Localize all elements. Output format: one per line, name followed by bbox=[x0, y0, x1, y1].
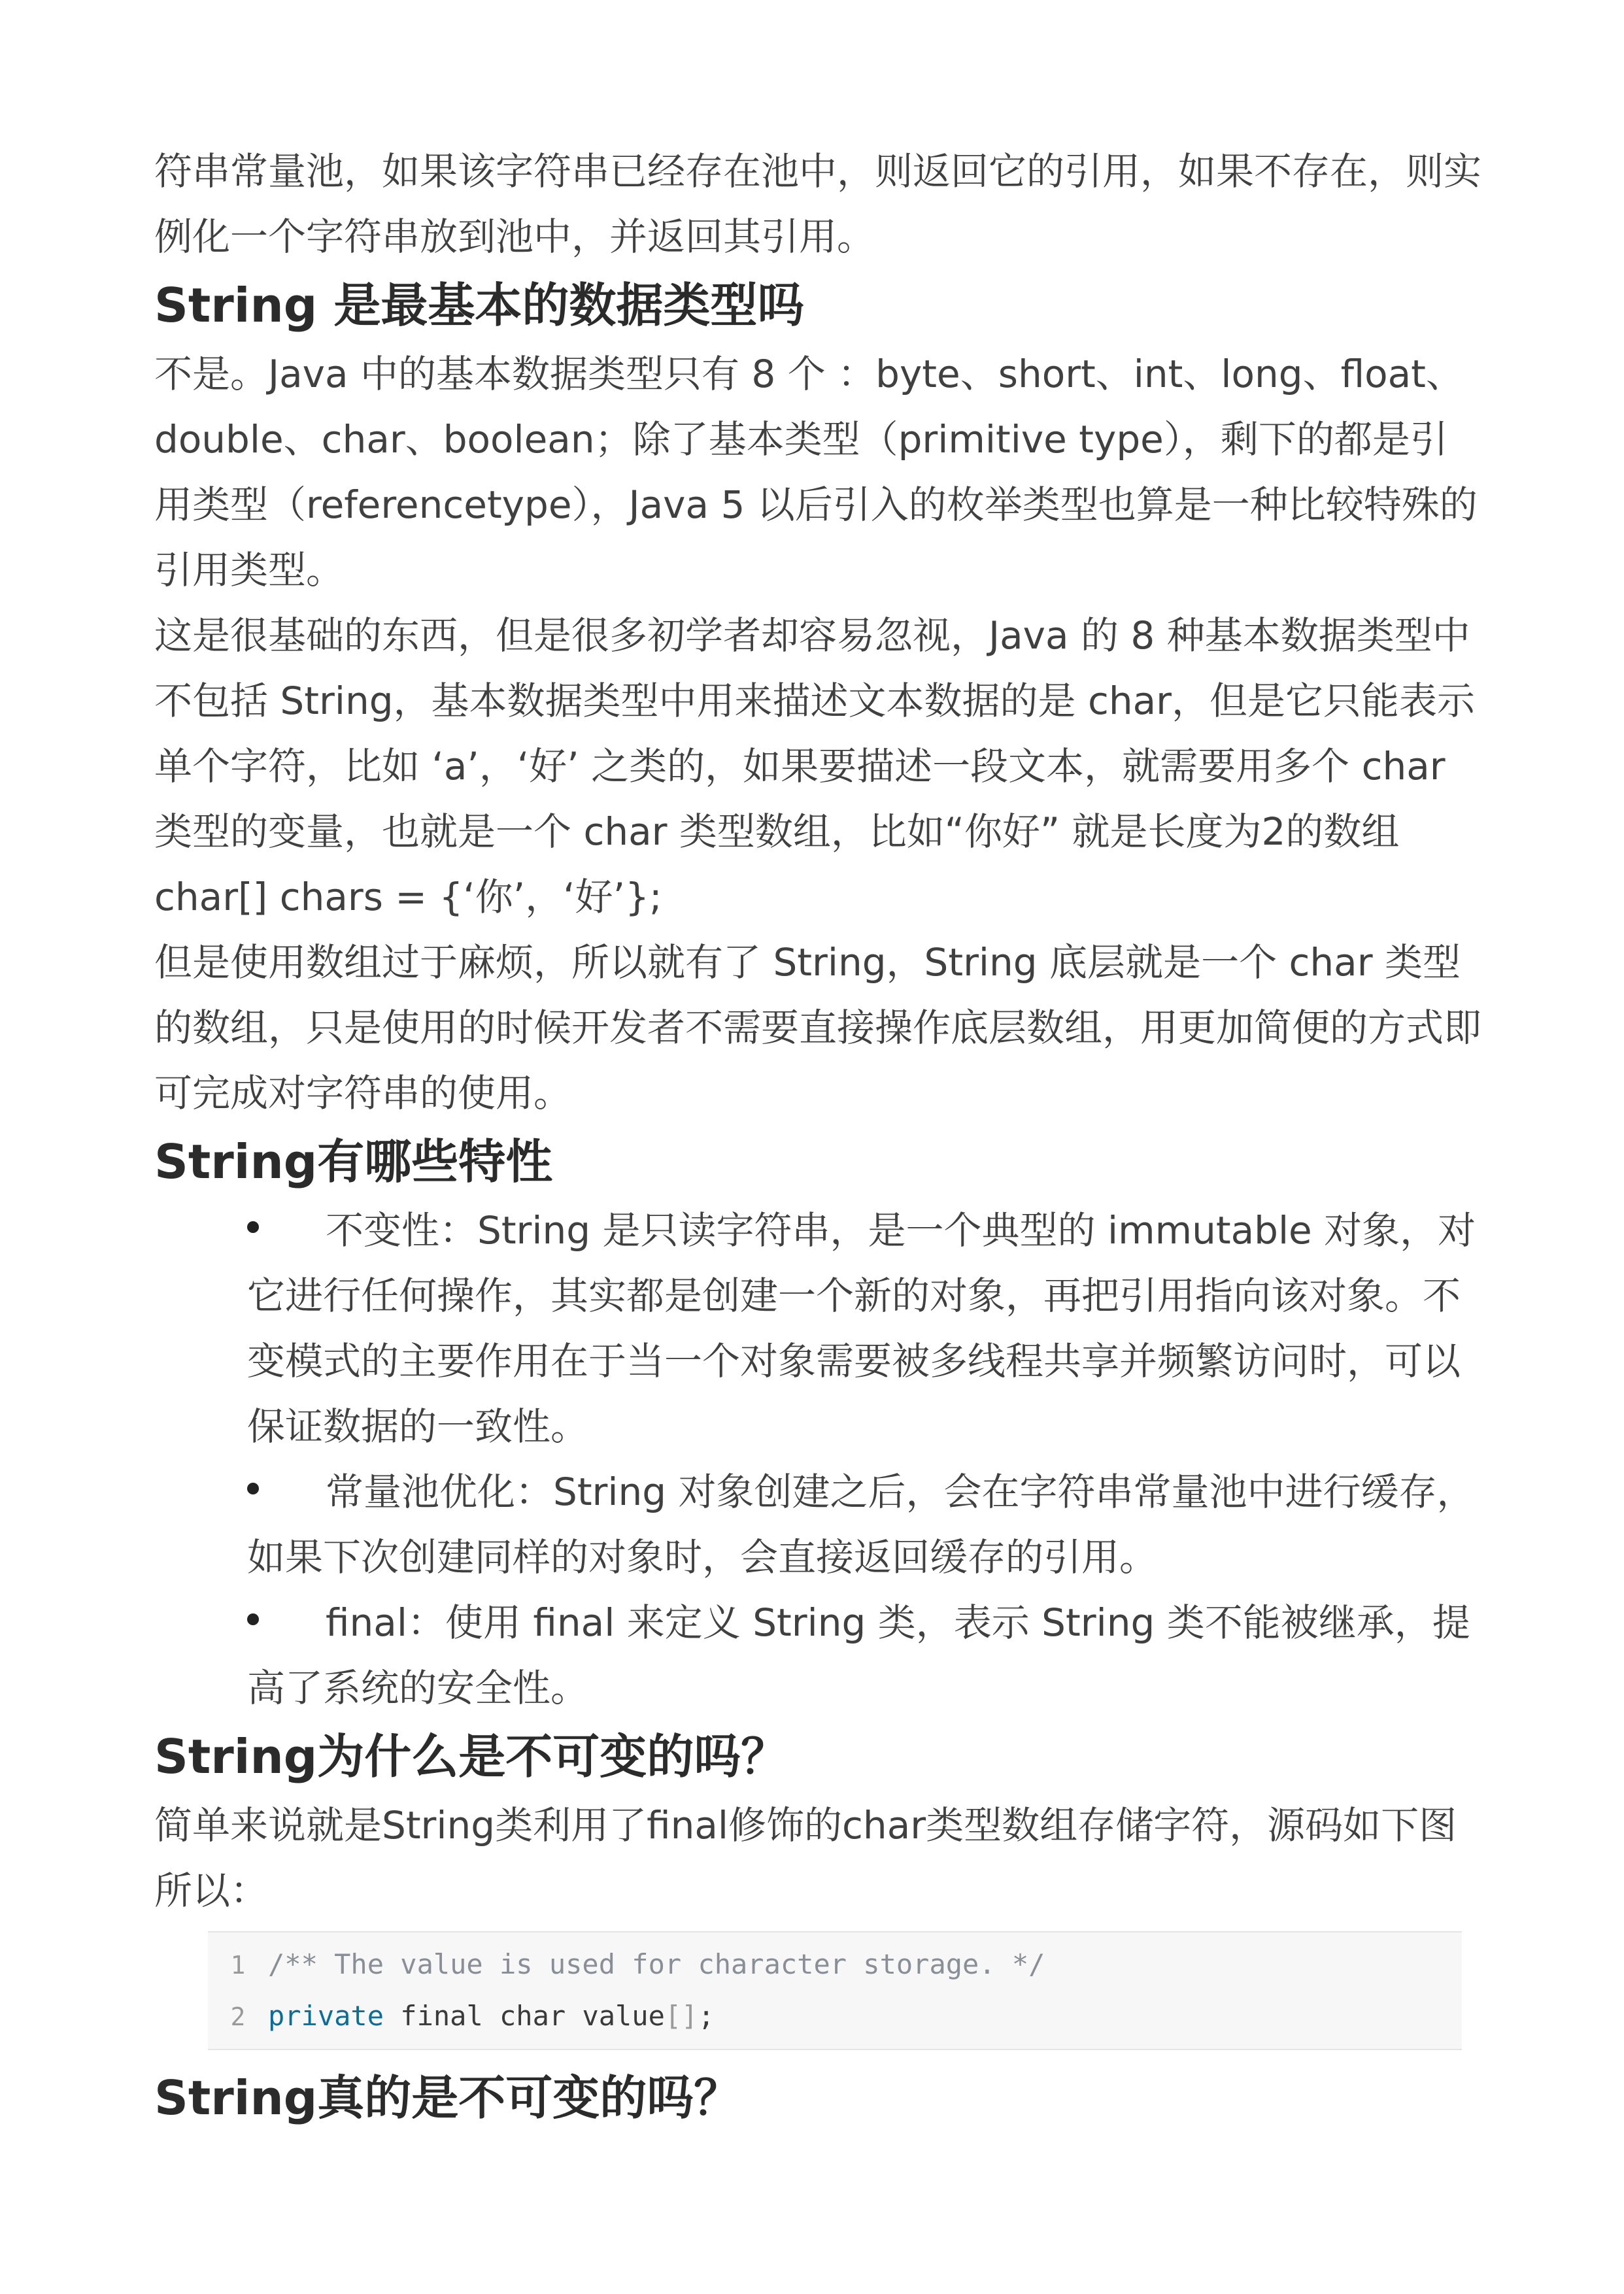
basic-type-answer: 不是。Java 中的基本数据类型只有 8 个 ：byte、short、int、long、float、double、char、boolean；除了基本类型（primitive type），剩下的都是引用类型（referencetype），Java 5 以后引入的枚举类型也算是一种比较特殊的引用类型。 bbox=[154, 352, 1478, 592]
feature-text: final：使用 final 来定义 String 类，表示 String 类不能被继承，提高了系统的安全性。 bbox=[247, 1600, 1470, 1710]
bullet-icon bbox=[247, 1221, 259, 1233]
code-line bbox=[208, 1991, 1462, 2042]
features-list bbox=[154, 1198, 1481, 1721]
basic-type-detail: 这是很基础的东西，但是很多初学者却容易忽视，Java 的 8 种基本数据类型中不包括 String，基本数据类型中用来描述文本数据的是 char，但是它只能表示单个字符，比如 ‘a’，‘好’ 之类的，如果要描述一段文本，就需要用多个 char 类型的变量，也就是一个 char 类型数组，比如“你好” 就是长度为2的数组 char[] chars = {‘你’，‘好’}; bbox=[154, 613, 1476, 919]
code-text: final char value bbox=[384, 2000, 665, 2032]
document-content bbox=[154, 139, 1481, 2134]
code-keyword: private bbox=[268, 2000, 384, 2032]
feature-text: 常量池优化：String 对象创建之后，会在字符串常量池中进行缓存，如果下次创建同样的对象时，会直接返回缓存的引用。 bbox=[247, 1470, 1475, 1579]
heading-why-immutable: String为什么是不可变的吗？ bbox=[154, 1729, 788, 1784]
code-line bbox=[208, 1939, 1462, 1991]
code-semicolon: ; bbox=[698, 2000, 715, 2032]
heading-features: String有哪些特性 bbox=[154, 1134, 553, 1189]
code-block bbox=[208, 1931, 1462, 2050]
code-brackets: [] bbox=[664, 2000, 698, 2032]
bullet-icon bbox=[247, 1613, 259, 1625]
immutable-reason: 简单来说就是String类利用了final修饰的char类型数组存储字符，源码如下图所以： bbox=[154, 1803, 1457, 1913]
list-item bbox=[247, 1590, 1481, 1721]
string-array-paragraph: 但是使用数组过于麻烦，所以就有了 String，String 底层就是一个 char 类型的数组，只是使用的时候开发者不需要直接操作底层数组，用更加简便的方式即可完成对字符串的使用。 bbox=[154, 940, 1482, 1115]
heading-basic-type: String 是最基本的数据类型吗 bbox=[154, 278, 805, 333]
bullet-icon bbox=[247, 1483, 259, 1494]
intro-paragraph: 符串常量池，如果该字符串已经存在池中，则返回它的引用，如果不存在，则实例化一个字符串放到池中，并返回其引用。 bbox=[154, 149, 1482, 259]
list-item bbox=[247, 1459, 1481, 1590]
code-comment: /** The value is used for character storage. */ bbox=[268, 1948, 1045, 1980]
line-number: 1 bbox=[230, 1951, 246, 1980]
line-number: 2 bbox=[230, 2002, 246, 2031]
feature-text: 不变性：String 是只读字符串，是一个典型的 immutable 对象，对它进行任何操作，其实都是创建一个新的对象，再把引用指向该对象。不变模式的主要作用在于当一个对象需要被多线程共享并频繁访问时，可以保证数据的一致性。 bbox=[247, 1208, 1476, 1449]
list-item bbox=[247, 1198, 1481, 1459]
heading-really-immutable: String真的是不可变的吗？ bbox=[154, 2070, 741, 2125]
